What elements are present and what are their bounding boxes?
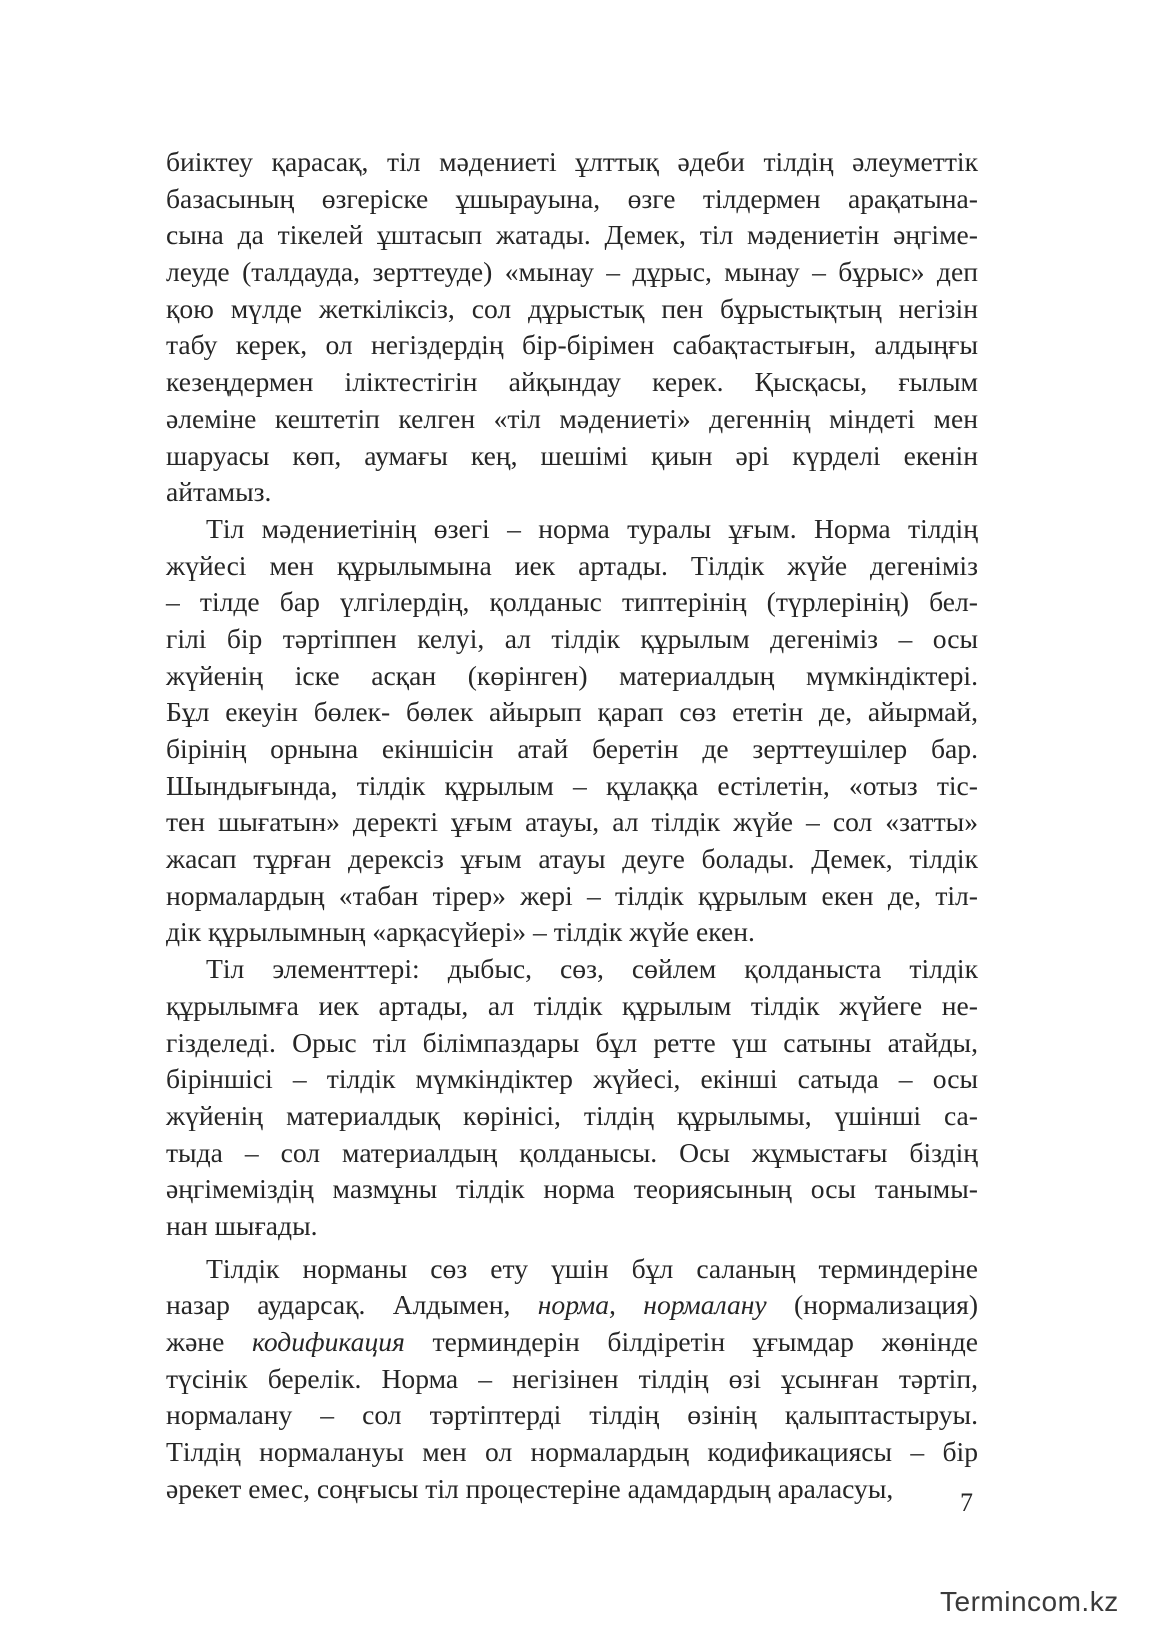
- text-line: Шындығында, тілдік құрылым – құлаққа естілетін, «отыз тіс-: [166, 769, 978, 801]
- text-line: нормалану – сол тәртіптерді тілдің өзінің қалыптастыруы.: [166, 1399, 978, 1431]
- text-line: Бұл екеуін бөлек- бөлек айырып қарап сөз ететін де, айырмай,: [166, 696, 978, 728]
- paragraph-1: [166, 144, 978, 511]
- text-line: дік құрылымның «арқасүйері» – тілдік жүйе екен.: [166, 916, 755, 948]
- text-line: тыда – сол материалдың қолданысы. Осы жұмыстағы біздің: [166, 1136, 978, 1168]
- text-line: Тіл элементтері: дыбыс, сөз, сөйлем қолданыста тілдік: [206, 953, 978, 985]
- text-line: жүйесі мен құрылымына иек артады. Тілдік жүйе дегеніміз: [166, 549, 978, 581]
- watermark-logo: [940, 1580, 1145, 1624]
- text-line: – тілде бар үлгілердің, қолданыс типтерінің (түрлерінің) бел-: [166, 586, 978, 618]
- page-number: 7: [960, 1488, 973, 1517]
- text-line: түсінік берелік. Норма – негізінен тілдің өзі ұсынған тәртіп,: [166, 1362, 978, 1394]
- watermark-text: Termincom.kz: [940, 1586, 1119, 1617]
- text-line: құрылымға иек артады, ал тілдік құрылым тілдік жүйеге не-: [166, 989, 978, 1021]
- text-line: әлеміне кештетіп келген «тіл мәдениеті» дегеннің міндеті мен: [166, 402, 978, 434]
- text-line: Тіл мәдениетінің өзегі – норма туралы ұғым. Норма тілдің: [206, 512, 978, 544]
- text-line: сына да тікелей ұштасып жатады. Демек, тіл мәдениетін әңгіме-: [166, 219, 978, 251]
- paragraph-2: [166, 511, 978, 951]
- text-line: бірінің орнына екіншісін атай беретін де зерттеушілер бар.: [166, 733, 978, 764]
- text-line: гізделеді. Орыс тіл білімпаздары бұл ретте үш сатыны атайды,: [166, 1026, 978, 1058]
- text-line: биіктеу қарасақ, тіл мәдениеті ұлттық әдеби тілдің әлеуметтік: [166, 146, 978, 177]
- text-line: тен шығатын» деректі ұғым атауы, ал тілдік жүйе – сол «затты»: [166, 806, 978, 838]
- text-line: нормалардың «табан тірер» жері – тілдік құрылым екен де, тіл-: [166, 879, 978, 911]
- text-line: гілі бір тәртіппен келуі, ал тілдік құрылым дегеніміз – осы: [166, 622, 978, 654]
- text-line: кезеңдермен іліктестігін айқындау керек. Қысқасы, ғылым: [166, 366, 978, 398]
- paragraph-4: [166, 1251, 978, 1508]
- text-line: Тілдік норманы сөз ету үшін бұл саланың терминдеріне: [206, 1252, 978, 1284]
- text-line: нан шығады.: [166, 1209, 318, 1241]
- text-line: әрекет емес, соңғысы тіл процестеріне адамдардың араласуы,: [166, 1472, 894, 1504]
- text-line: жүйенің іске асқан (көрінген) материалдың мүмкіндіктері.: [166, 659, 978, 691]
- paragraph-3: [166, 951, 978, 1245]
- body-text: [166, 144, 978, 1507]
- text-line: әңгімеміздің мазмұны тілдік норма теориясының осы танымы-: [166, 1173, 978, 1205]
- text-line: шаруасы көп, аумағы кең, шешімі қиын әрі күрделі екенін: [166, 439, 978, 471]
- text-line: жасап тұрған дерексіз ұғым атауы деуге болады. Демек, тілдік: [166, 843, 978, 875]
- text-line: назар аударсақ. Алдымен, норма, нормалану (нормализация): [166, 1289, 979, 1321]
- text-line: Тілдің нормалануы мен ол нормалардың кодификациясы – бір: [166, 1436, 978, 1468]
- text-line: айтамыз.: [166, 476, 272, 508]
- text-line: және кодификация терминдерін білдіретін ұғымдар жөнінде: [166, 1326, 978, 1357]
- text-line: табу керек, ол негіздердің бір-бірімен сабақтастығын, алдыңғы: [166, 329, 978, 361]
- text-line: жүйенің материалдық көрінісі, тілдің құрылымы, үшінші са-: [166, 1099, 978, 1131]
- text-line: қою мүлде жеткіліксіз, сол дұрыстық пен бұрыстықтың негізін: [166, 292, 978, 324]
- text-line: біріншісі – тілдік мүмкіндіктер жүйесі, екінші сатыда – осы: [166, 1063, 978, 1095]
- text-line: базасының өзгеріске ұшырауына, өзге тілдермен арақатына-: [166, 182, 978, 214]
- text-line: леуде (талдауда, зерттеуде) «мынау – дұрыс, мынау – бұрыс» деп: [166, 256, 978, 288]
